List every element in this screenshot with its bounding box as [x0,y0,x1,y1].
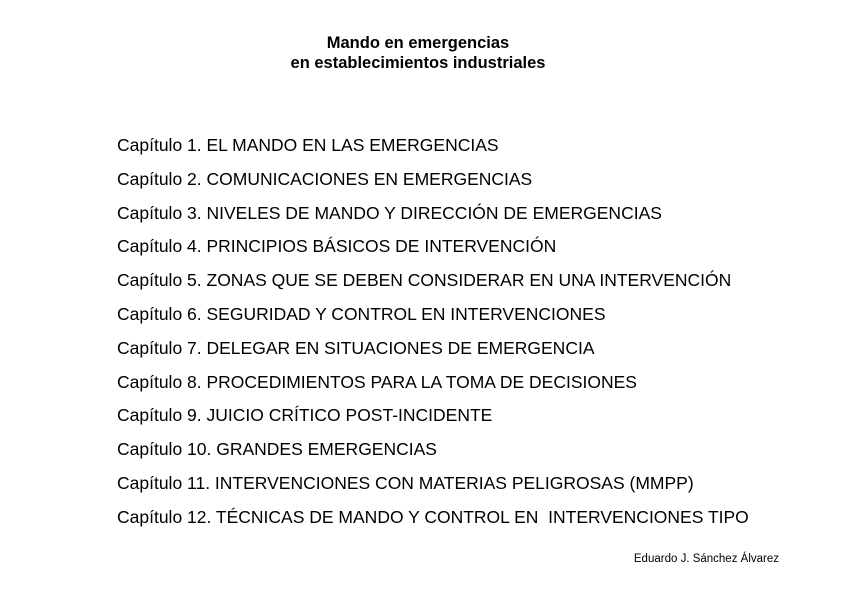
chapter-item-7: Capítulo 7. DELEGAR EN SITUACIONES DE EMERGENCIA [117,337,595,358]
author-credit: Eduardo J. Sánchez Álvarez [633,553,779,565]
chapter-item-10: Capítulo 10. GRANDES EMERGENCIAS [117,439,437,460]
chapter-item-12: Capítulo 12. TÉCNICAS DE MANDO Y CONTROL EN INTERVENCIONES TIPO [117,506,749,527]
chapter-item-1: Capítulo 1. EL MANDO EN LAS EMERGENCIAS [117,135,499,155]
chapter-item-6: Capítulo 6. SEGURIDAD Y CONTROL EN INTERVENCIONES [117,303,606,324]
title-line-1: Mando en emergencias [326,34,510,52]
chapter-item-11: Capítulo 11. INTERVENCIONES CON MATERIAS PELIGROSAS (MMPP) [117,472,694,493]
chapter-item-9: Capítulo 9. JUICIO CRÍTICO POST-INCIDENTE [117,405,493,426]
chapter-item-8: Capítulo 8. PROCEDIMIENTOS PARA LA TOMA DE DECISIONES [117,371,637,392]
title-line-2: en establecimientos industriales [290,54,546,72]
chapter-item-2: Capítulo 2. COMUNICACIONES EN EMERGENCIAS [117,168,533,189]
chapter-list [117,135,749,541]
chapter-item-4: Capítulo 4. PRINCIPIOS BÁSICOS DE INTERVENCIÓN [117,236,557,257]
chapter-item-3: Capítulo 3. NIVELES DE MANDO Y DIRECCIÓN DE EMERGENCIAS [117,202,662,223]
document-title [0,33,836,73]
chapter-item-5: Capítulo 5. ZONAS QUE SE DEBEN CONSIDERAR EN UNA INTERVENCIÓN [117,270,732,291]
